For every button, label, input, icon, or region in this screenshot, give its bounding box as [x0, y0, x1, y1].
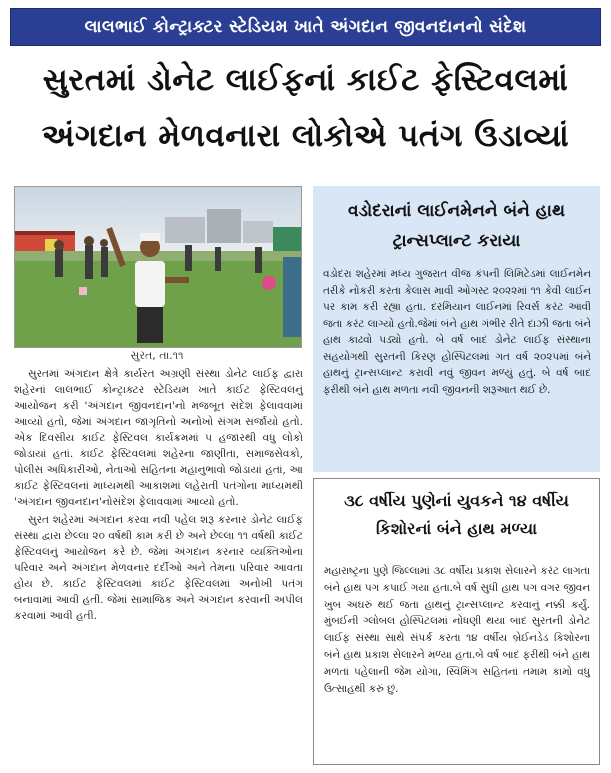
sidebar-story-pune: [313, 478, 600, 765]
sidebar-story-title: ૩૮ વર્ષીય પુણેનાં યુવકને ૧૪ વર્ષીય કિશોરનાં બંને હાથ મળ્યા: [344, 491, 569, 538]
sidebar-story-vadodara: [313, 186, 600, 472]
article-paragraph-2: સુરત શહેરમાં અંગદાન કરવા નવી પહેલ શરૂ કરનાર ડોનેટ લાઈફ સંસ્થા દ્વારા છેલ્લા ૨૦ વર્ષથી કામ કરી છે અને છેલ્લા ૧૧ વર્ષથી કાઈટ ફેસ્ટિવલનું આયોજન કરે છે. જેમાં અંગદાન કરનાર વ્યક્તિઓના પરિવાર અને અંગદાન મેળવનાર દર્દીઓ અને તેમના પરિવાર આવતા હોય છે. કાઈટ ફેસ્ટિવલમાં કાઈટ ફેસ્ટિવલમાં અનોખી પતંગ બનાવામાં આવી હતી. જેમાં સામાજિક અને અંગદાન કરવાની અપીલ કરવામાં આવી હતી.: [14, 514, 303, 622]
section-banner: લાલભાઈ કોન્ટ્રાક્ટર સ્ટેડિયમ ખાતે અંગદાન જીવનદાનનો સંદેશ: [10, 8, 601, 46]
kite-festival-photo: [15, 187, 301, 347]
news-photo: [14, 186, 302, 348]
photo-caption: સુરત, તા.૧૧: [130, 349, 184, 362]
sidebar-story-text: મહારાષ્ટ્રના પુણે જિલ્લામાં ૩૮ વર્ષીય પ્રકાશ સેલારને કરંટ લાગતા બંને હાથ પગ કપાઈ ગયા હતા.બે વર્ષ સુધી હાથ પગ વગર જીવન ખુબ અઘરું થઈ જતા હાથનું ટ્રાન્સપ્લાન્ટ કરવાનું નક્કી કર્યું. મુંબઈની ગ્લોબલ હોસ્પિટલમાં નોંધણી થયા બાદ સુરતની ડોનેટ લાઈફ સંસ્થા સાથે સંપર્ક કરતા ૧૪ વર્ષીય બ્રેઈનડેડ કિશોરના બંને હાથ પ્રકાશ સેલારને મળ્યા હતા.બે વર્ષ બાદ ફરીથી બંને હાથ મળતાં પહેલાની જેમ યોગા, સ્વિમિંગ સહિતનાં તમામ કામો વધુ ઉત્સાહથી કરું છું.: [324, 565, 590, 695]
article-paragraph-1: સુરતમાં અંગદાન ક્ષેત્રે કાર્યરત અગ્રણી સંસ્થા ડોનેટ લાઈફ દ્વારા શહેરનાં લાલભાઈ કોન્ટ્રાક્ટર સ્ટેડિયમ ખાતે કાઈટ ફેસ્ટિવલનું આયોજન કરી 'અંગદાન જીવનદાન'નો મજબૂત સંદેશ ફેલાવવામાં આવ્યો હતો, જેમાં અંગદાન જાગૃતિનો અનોખો સંગમ સર્જાયો હતો. એક દિવસીય કાઈટ ફેસ્ટિવલ કાર્યક્રમમાં ૫ હજારથી વધુ લોકો જોડાયાં હતાં. કાઈટ ફેસ્ટિવલમાં શહેરના જાણીતા, સમાજસેવકો, પોલીસ અધિકારીઓ, નેતાઓ સહિતના મહાનુભાવો જોડાયાં હતાં, આ કાઈટ ફેસ્ટિવલનાં માધ્યમથી આકાશમાં લહેરાતી પતંગોના માધ્યમથી 'અંગદાન જીવનદાન'નોસંદેશ ફેલાવવામાં આવ્યો હતો.: [14, 368, 303, 508]
sidebar-story-title: વડોદરાનાં લાઈનમેનને બંને હાથ ટ્રાન્સપ્લાન્ટ કરાયા: [348, 201, 565, 251]
headline: [10, 52, 601, 164]
main-article: [14, 366, 303, 626]
headline-line-1: સુરતમાં ડોનેટ લાઈફનાં કાઈટ ફેસ્ટિવલમાં: [42, 62, 569, 98]
sidebar-story-text: વડોદરા શહેરમાં મધ્ય ગુજરાત વીજ કંપની લિમિટેડમાં લાઈનમેન તરીકે નોકરી કરતા કેલાસ માવી ઓગસ્ટ ૨૦૨૨માં ૧૧ કેવી લાઈન પર કામ કરી રહ્યા હતા. દરમિયાન લાઈનમાં રિવર્સ કરંટ આવી જતા કરંટ લાગ્યો હતો.જેમાં બંને હાથ ગંભીર રીતે દાઝી જતા બંને હાથ કાઢવો પડ્યો હતો. બે વર્ષ બાદ ડોનેટ લાઈફ સંસ્થાના સહયોગથી સુરતની કિરણ હોસ્પિટલમાં ગત વર્ષ ૨૦૨૫માં બંને હાથનું ટ્રાન્સપ્લાન્ટ કરાવી નવું જીવન મળ્યું હતું. બે વર્ષ બાદ ફરીથી બંને હાથ મળતા નવી જીવનની શરૂઆત થઈ છે.: [323, 268, 591, 396]
headline-line-2: અંગદાન મેળવનારા લોકોએ પતંગ ઉડાવ્યાં: [41, 118, 570, 154]
